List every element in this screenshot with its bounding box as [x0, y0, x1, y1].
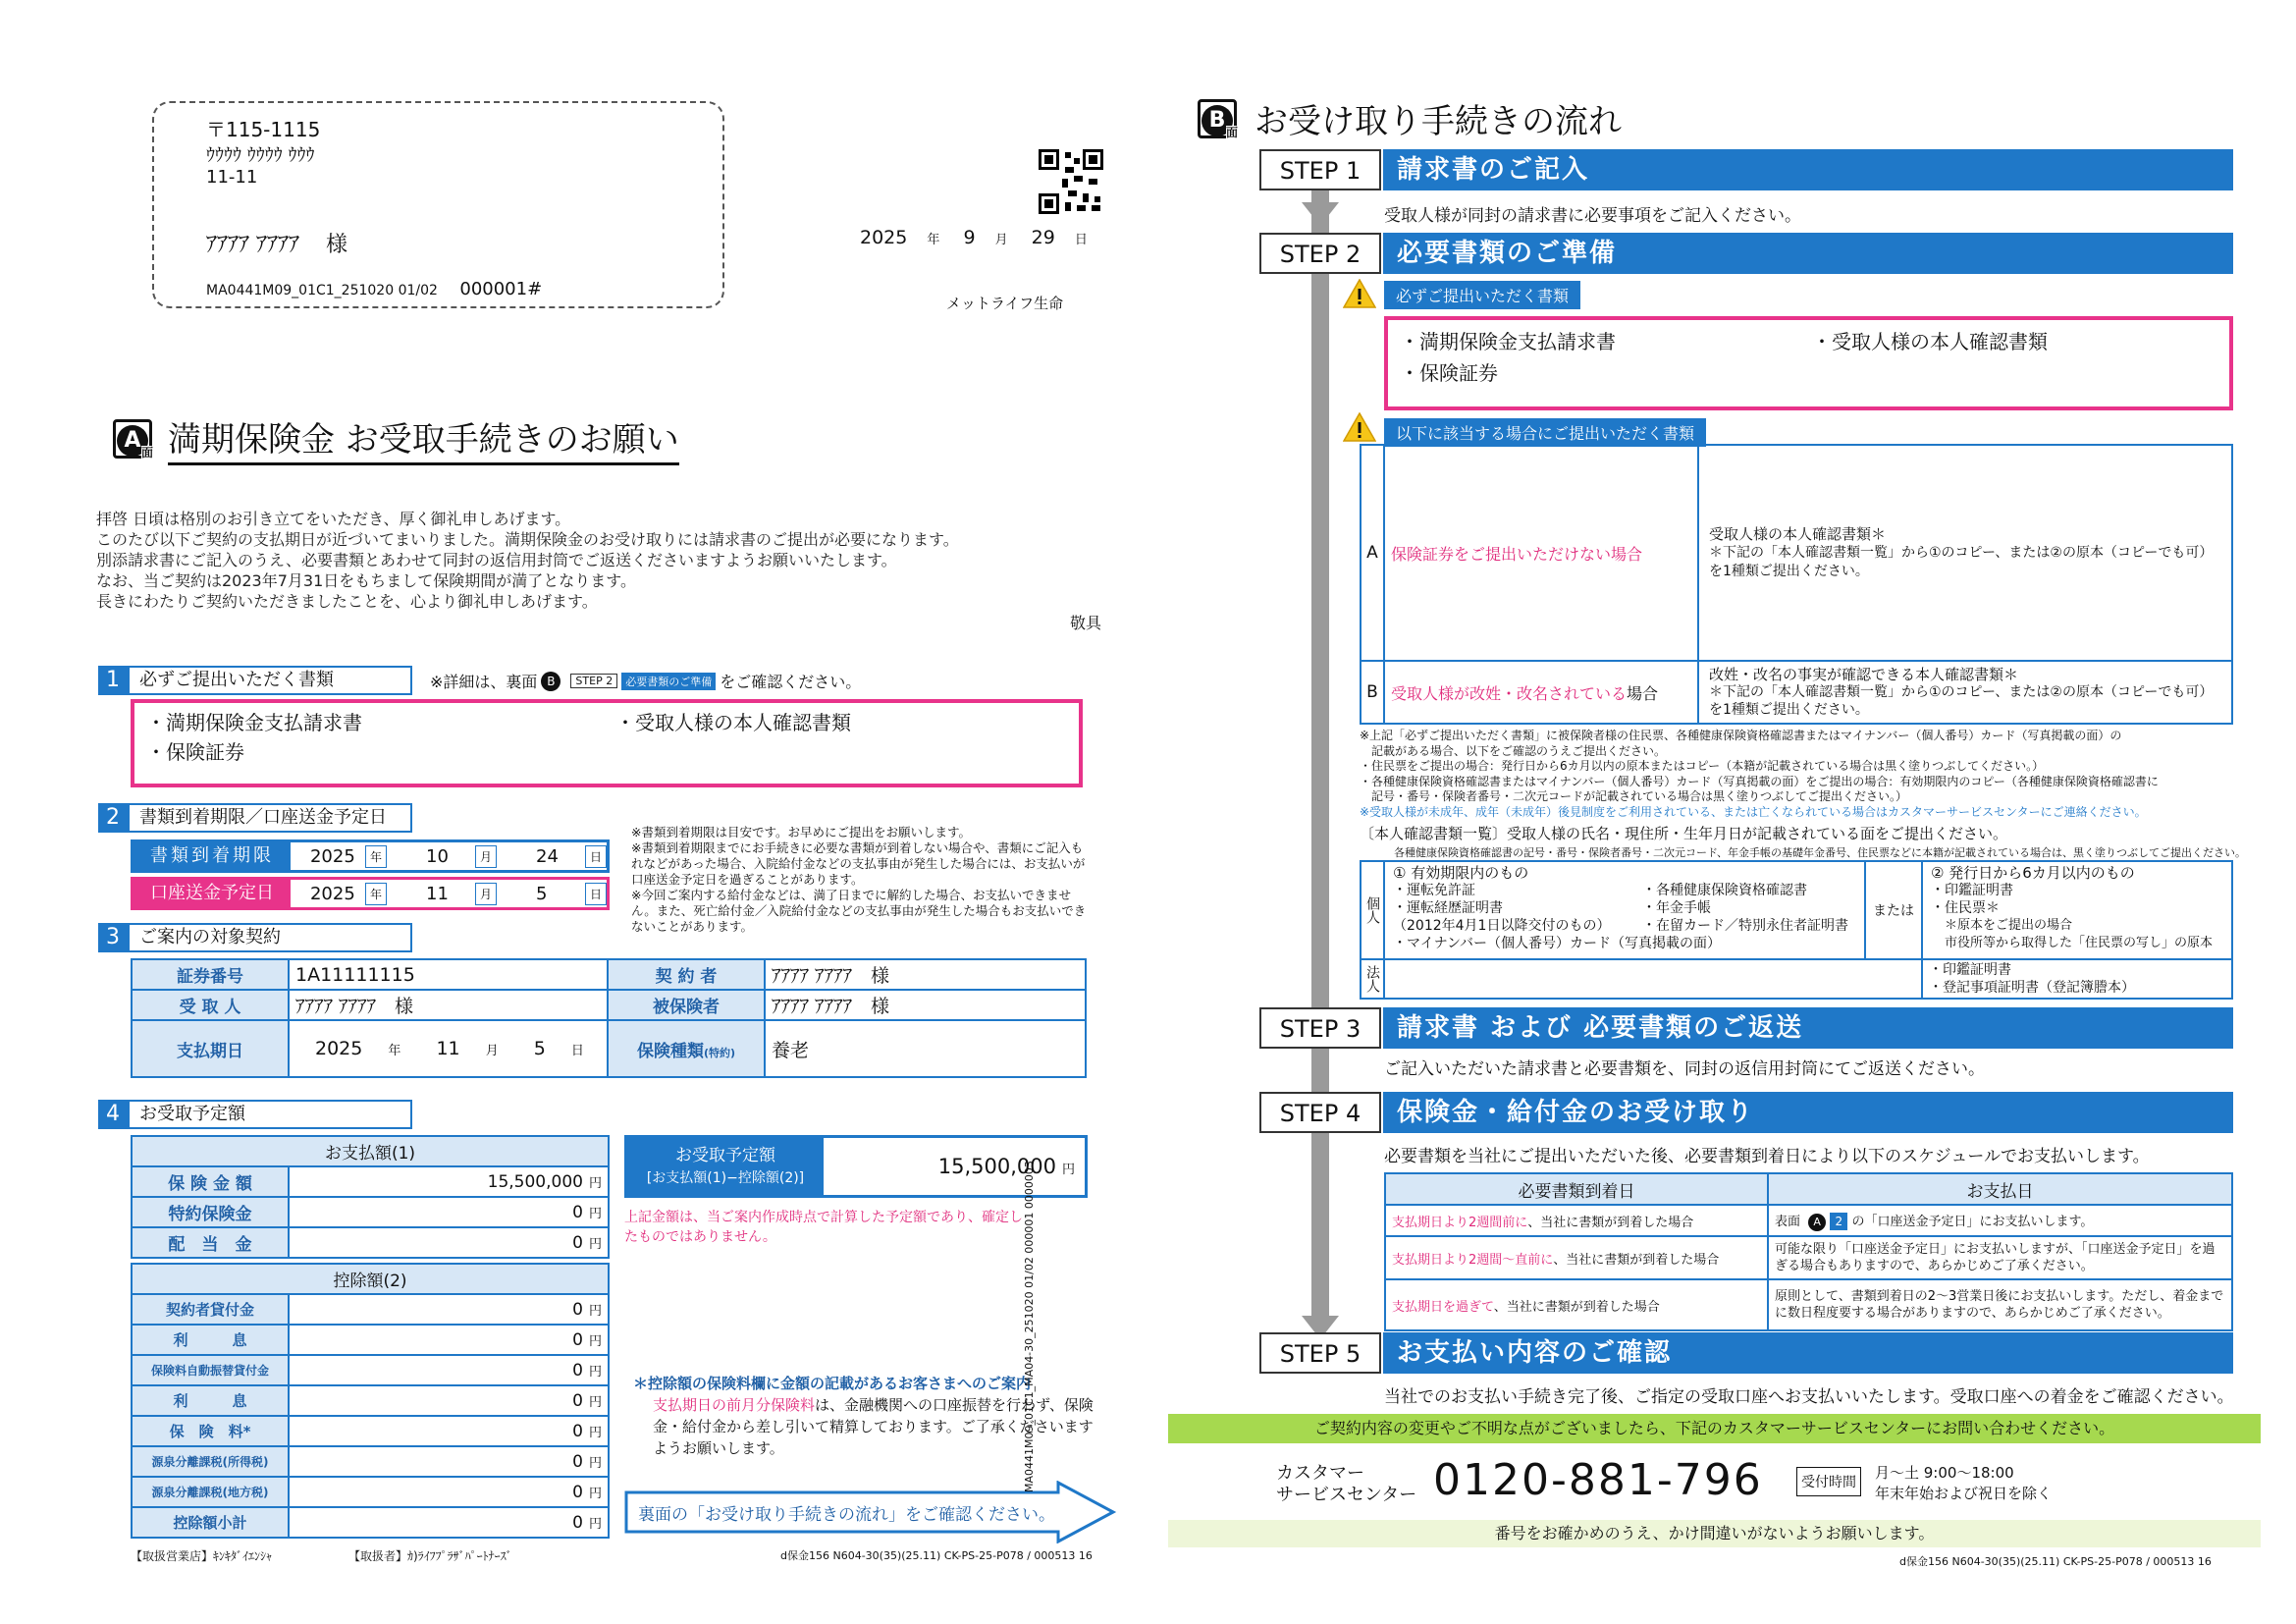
s4-pay-head: お支払額(1)	[132, 1136, 609, 1166]
yen-unit: 円	[588, 1175, 602, 1191]
a-title-row	[113, 412, 679, 465]
issue-date	[860, 227, 1088, 248]
s4-ded-k: 利 息	[132, 1385, 289, 1416]
s3-v2: ｱｱｱｱ ｱｱｱｱ 様	[765, 959, 1086, 990]
s4-total-label-2: [お支払額(1)−控除額(2)]	[646, 1170, 805, 1186]
s1-required-docs	[131, 699, 1083, 787]
s4-ded-v	[289, 1416, 609, 1446]
cs-hours-2: 年末年始および祝日を除く	[1875, 1485, 2053, 1502]
must-doc: ・満期保険金支払請求書	[1400, 330, 1616, 353]
s4-number: 4	[98, 1100, 128, 1129]
address-line2: 11-11	[206, 167, 258, 188]
s3-v5-d: 5	[533, 1038, 546, 1059]
s2-number: 2	[98, 803, 128, 833]
yen-unit: 円	[588, 1516, 602, 1532]
id-col2	[1922, 861, 2232, 959]
issue-date-month: 9	[963, 227, 976, 248]
s4-ded-k: 利 息	[132, 1325, 289, 1355]
s4-pay-k: 配 当 金	[132, 1227, 289, 1258]
letter-line: 長きにわたりご契約いただきましたことを、心より御礼申しあげます。	[96, 592, 598, 611]
s3-v5	[289, 1020, 608, 1077]
s4-ded-v	[289, 1294, 609, 1325]
yen-unit: 円	[588, 1333, 602, 1349]
sch-cond-pink: 支払期日より2週間〜直前に	[1392, 1252, 1554, 1268]
sch-cond	[1385, 1279, 1768, 1330]
s4-pay-value: 0	[572, 1232, 583, 1253]
id-hojin-docs	[1922, 959, 2232, 999]
s4-ded-v	[289, 1325, 609, 1355]
warning-icon	[1343, 279, 1376, 308]
cs-label-1: カスタマー	[1276, 1463, 1364, 1484]
b-side-mini-badge: B	[541, 672, 561, 691]
cond-a-detail	[1698, 445, 2232, 661]
s4-total-label	[627, 1138, 824, 1195]
s4-ded-value: 0	[572, 1512, 583, 1533]
s2-d1-ml: 月	[475, 845, 497, 868]
b-foot-code: d保金156 N604-30(35)(25.11) CK-PS-25-P078 / 000513 16	[1899, 1555, 2212, 1568]
s4-pay-value: 15,500,000	[487, 1171, 583, 1192]
id-list-sub: 各種健康保険資格確認書の記号・番号・保険者番号・二次元コード、年金手帳の基礎年金番号、住民票などに本籍が記載されている場合は、黒く塗りつぶしてご提出ください。	[1394, 846, 2247, 859]
step5-desc: 当社でのお支払い手続き完了後、ご指定の受取口座へお支払いいたします。受取口座への着金をご確認ください。	[1384, 1387, 2234, 1407]
sch-pay	[1768, 1205, 2232, 1236]
s3-k2: 契 約 者	[608, 959, 765, 990]
id-col2-item: ・印鑑証明書	[1931, 883, 2013, 898]
s1-note-post: をご確認ください。	[720, 673, 862, 691]
id-hojin-item: ・印鑑証明書	[1929, 962, 2011, 978]
step2-label: STEP 2	[1259, 233, 1381, 274]
s2-d2-m: 11	[426, 883, 449, 904]
s3-k6-text: 保険種類	[636, 1041, 704, 1061]
s3-v5-ml: 月	[485, 1044, 499, 1058]
b-note: ・住民票をご提出の場合：発行日から6カ月以内の原本またはコピー（本籍が記載されている場合は黒く塗りつぶしてください。）	[1360, 759, 2045, 773]
step1-label: STEP 1	[1259, 149, 1381, 190]
address-line1: ｳｳｳｳ ｳｳｳｳ ｳｳｳ	[206, 145, 315, 166]
b-note: ※上記「必ずご提出いただく書類」に被保険者様の住民票、各種健康保険資格確認書またはマイナンバー（個人番号）カード（写真掲載の面）の	[1360, 729, 2122, 742]
cond-a-detail-1: 受取人様の本人確認書類＊	[1709, 524, 1887, 543]
s4-ded-value: 0	[572, 1390, 583, 1411]
s4-total-value	[824, 1138, 1085, 1195]
s4-ded-k: 控除額小計	[132, 1507, 289, 1538]
s1-note-step2: 必要書類のご準備	[621, 673, 716, 690]
cs-hours-1: 月〜土 9:00〜18:00	[1875, 1464, 2014, 1482]
issue-date-year: 2025	[860, 227, 908, 248]
a-foot-agent: 【取扱者】ｶ)ﾗｲﾌﾌﾟﾗｻﾞﾊﾟｰﾄﾅｰｽﾞ	[348, 1549, 512, 1563]
s3-v5-m: 11	[436, 1038, 460, 1059]
s2-note: ※今回ご案内する給付金などは、満了日までに解約した場合、お支払いできません。また、死亡給付金／入院給付金などの支払事由が発生した場合もお支払いできないことがあります。	[631, 888, 1087, 934]
step3-label: STEP 3	[1259, 1007, 1381, 1049]
warning-icon	[1343, 412, 1376, 442]
arrow-callout-text: 裏面の「お受け取り手続きの流れ」をご確認ください。	[638, 1505, 1055, 1525]
s3-v5-y: 2025	[315, 1038, 363, 1059]
sec2-mini-badge: 2	[1830, 1213, 1847, 1230]
sch-pay-pre: 表面	[1775, 1214, 1801, 1229]
s4-ded-k: 契約者貸付金	[132, 1294, 289, 1325]
s4-star-title: ＊控除額の保険料欄に金額の記載があるお客さまへのご案内	[633, 1375, 1032, 1392]
s2-deadline-label: 書類到着期限	[133, 842, 291, 870]
s4-pay-k: 保 険 金 額	[132, 1166, 289, 1197]
step4-label: STEP 4	[1259, 1092, 1381, 1133]
cond-b-key: B	[1361, 661, 1384, 724]
yen-unit: 円	[1061, 1163, 1075, 1177]
cond-b-detail	[1698, 661, 2232, 724]
step5-label: STEP 5	[1259, 1332, 1381, 1374]
b-blue-note: ※受取人様が未成年、成年（未成年）後見制度をご利用されている、または亡くなられている場合はカスタマーサービスセンターにご連絡ください。	[1360, 804, 2147, 819]
yen-unit: 円	[588, 1236, 602, 1252]
letter-line: このたび以下ご契約の支払期日が近づいてまいりました。満期保険金のお受け取りには請求書のご提出が必要になります。	[96, 530, 959, 549]
s1-number: 1	[98, 666, 128, 695]
step1-title: 請求書のご記入	[1383, 149, 2233, 190]
sch-head-1: 必要書類到着日	[1385, 1173, 1768, 1205]
address-code	[206, 279, 542, 299]
id-hojin: 法人	[1361, 959, 1384, 999]
sch-cond-text: 、当社に書類が到着した場合	[1493, 1299, 1660, 1315]
s2-note: ※書類到着期限までにお手続きに必要な書類が到着しない場合や、書類にご記入もれなどがあった場合、入院給付金などの支払事由が発生した場合には、お支払いが口座送金予定日を過ぎることがあります。	[631, 840, 1086, 887]
step2-title: 必要書類のご準備	[1383, 233, 2233, 274]
s4-total-box	[624, 1135, 1088, 1198]
a-side-code: MA0441M09_01C1_MA04-30_251020 01/02 000001 0000003	[1023, 1161, 1036, 1492]
id-list-head: 〔本人確認書類一覧〕受取人様の氏名・現住所・生年月日が記載されている面をご提出ください。	[1360, 825, 2008, 842]
sch-cond-pink: 支払期日より2週間前に	[1392, 1215, 1528, 1230]
s2-d2-yl: 年	[365, 883, 387, 905]
cs-label-2: サービスセンター	[1276, 1485, 1417, 1505]
yen-unit: 円	[588, 1303, 602, 1319]
step4-title: 保険金・給付金のお受け取り	[1383, 1092, 2233, 1133]
id-col2-head: ② 発行日から6カ月以内のもの	[1931, 864, 2135, 882]
s3-v3: ｱｱｱｱ ｱｱｱｱ 様	[289, 990, 608, 1020]
yen-unit: 円	[588, 1486, 602, 1501]
s3-v5-yl: 年	[388, 1044, 401, 1058]
sch-pay-post: の「口座送金予定日」にお支払いします。	[1851, 1214, 2094, 1229]
b-note: ・各種健康保険資格確認書またはマイナンバー（個人番号）カード（写真掲載の面）をご提出の場合：有効期限内のコピー（各種健康保険資格確認書に	[1360, 774, 2159, 788]
s2-d1-d: 24	[536, 845, 559, 867]
yen-unit: 円	[588, 1206, 602, 1221]
a-side-badge: A 面	[113, 419, 152, 459]
b-note: 記載がある場合、以下をご確認のうえご提出ください。	[1360, 743, 1667, 758]
s2-d2-ml: 月	[475, 883, 497, 905]
id-hojin-item: ・登記事項証明書（登記簿謄本）	[1929, 980, 2135, 996]
s2-d2-d: 5	[536, 883, 548, 904]
s3-k6	[608, 1020, 765, 1077]
a-title: 満期保険金 お受取手続きのお願い	[168, 412, 679, 465]
s4-pay-v	[289, 1227, 609, 1258]
cond-b-detail-2: ＊下記の「本人確認書類一覧」から①のコピー、または②の原本（コピーでも可）を1種類ご提出ください。	[1709, 684, 2214, 718]
s4-ded-value: 0	[572, 1299, 583, 1320]
sch-head-2: お支払日	[1768, 1173, 2232, 1205]
id-col1-item: ・マイナンバー（個人番号）カード（写真掲載の面）	[1393, 936, 1722, 951]
s4-ded-v	[289, 1507, 609, 1538]
sch-cond-text: 、当社に書類が到着した場合	[1527, 1215, 1694, 1230]
id-col1b-item: ・在留カード／特別永住者証明書	[1642, 918, 1848, 934]
s2-notes	[631, 825, 1093, 935]
s4-label: お受取予定額	[128, 1100, 412, 1129]
step3-title: 請求書 および 必要書類のご返送	[1383, 1007, 2233, 1049]
s4-ded-k: 源泉分離課税(地方税)	[132, 1477, 289, 1507]
id-col2-item: ・住民票＊	[1931, 900, 2000, 916]
s3-v5-dl: 日	[570, 1044, 584, 1058]
must-docs-label: 必ずご提出いただく書類	[1384, 281, 1580, 309]
yen-unit: 円	[588, 1425, 602, 1440]
id-list-table	[1360, 860, 2233, 1000]
flow-arrow-icon	[1302, 202, 1339, 226]
step3-desc: ご記入いただいた請求書と必要書類を、同封の返信用封筒にてご返送ください。	[1384, 1059, 1985, 1079]
b-side-badge: B 面	[1198, 99, 1237, 138]
s2-deadline-row	[131, 839, 610, 873]
s4-ded-value: 0	[572, 1451, 583, 1472]
schedule-table	[1384, 1172, 2233, 1331]
b-title-row	[1198, 94, 1622, 142]
a-side-mini-badge: A	[1808, 1214, 1826, 1231]
id-col2-item: 市役所等から取得した「住民票の写し」の原本	[1945, 936, 2214, 950]
s1-doc: ・満期保険金支払請求書	[146, 711, 362, 734]
id-kojin: 個人	[1361, 861, 1384, 959]
s3-number: 3	[98, 923, 128, 952]
issue-date-year-label: 年	[927, 233, 940, 247]
step1-desc: 受取人様が同封の請求書に必要事項をご記入ください。	[1384, 206, 1801, 226]
address-serial: 000001#	[459, 279, 543, 299]
s4-ded-value: 0	[572, 1482, 583, 1502]
b-note: 記号・番号・保険者番号・二次元コードが記載されている場合は黒く塗りつぶしてご提出ください。）	[1360, 789, 1908, 803]
id-matawa: または	[1865, 861, 1922, 959]
s1-note	[430, 670, 861, 692]
b-title: お受け取り手続きの流れ	[1255, 102, 1622, 141]
id-col2-item: ＊原本をご提出の場合	[1945, 918, 2073, 933]
s4-star-body-pink: 支払期日の前月分保険料	[653, 1396, 816, 1414]
flow-line	[1311, 190, 1329, 1320]
company-name: メットライフ生命	[946, 295, 1064, 312]
cond-b-case	[1384, 661, 1698, 724]
s3-k5: 支払期日	[132, 1020, 289, 1077]
sch-pay: 可能な限り「口座送金予定日」にお支払いしますが、「口座送金予定日」を過ぎる場合もありますので、あらかじめご了承ください。	[1768, 1236, 2232, 1279]
s3-v4: ｱｱｱｱ ｱｱｱｱ 様	[765, 990, 1086, 1020]
s2-d1-yl: 年	[365, 845, 387, 868]
cs-label	[1276, 1463, 1416, 1506]
s2-transfer-label: 口座送金予定日	[133, 880, 291, 907]
s4-ded-head: 控除額(2)	[132, 1264, 609, 1294]
address-code-text: MA0441M09_01C1_251020 01/02	[206, 283, 438, 298]
cond-a-key: A	[1361, 445, 1384, 661]
s4-ded-k: 源泉分離課税(所得税)	[132, 1446, 289, 1477]
s2-d1-m: 10	[426, 845, 449, 867]
address-name-text: ｱｱｱｱ ｱｱｱｱ	[206, 233, 299, 257]
sch-cond	[1385, 1236, 1768, 1279]
s4-ded-value: 0	[572, 1360, 583, 1380]
cs-phone-number[interactable]: 0120-881-796	[1433, 1455, 1763, 1505]
s3-k1: 証券番号	[132, 959, 289, 990]
s4-star-body-text: は、金融機関への口座振替を行わず、保険金・給付金から差し引いて精算しております。ご了承くださいますようお願いします。	[653, 1396, 1094, 1457]
s2-note: ※書類到着期限は目安です。お早めにご提出をお願いします。	[631, 825, 971, 839]
s2-d1-y: 2025	[309, 845, 355, 867]
s4-pay-table	[131, 1135, 610, 1259]
s1-note-pre: ※詳細は、裏面	[430, 673, 538, 691]
sch-cond-text: 、当社に書類が到着した場合	[1553, 1252, 1720, 1268]
cs-hours-label: 受付時間	[1796, 1467, 1861, 1496]
s4-pink-note: 上記金額は、当ご案内作成時点で計算した予定額であり、確定したものではありません。	[624, 1210, 1023, 1245]
cond-a-detail-2: ＊下記の「本人確認書類一覧」から①のコピー、または②の原本（コピーでも可）を1種類ご提出ください。	[1709, 544, 2214, 579]
id-col1b	[1642, 882, 1848, 935]
s1-doc: ・受取人様の本人確認書類	[615, 711, 851, 734]
address-zip: 〒115-1115	[206, 118, 321, 141]
s2-d2-dl: 日	[585, 883, 607, 905]
address-name	[206, 228, 347, 258]
letter-line: 別添請求書にご記入のうえ、必要書類とあわせて同封の返信用封筒でご返送くださいますようお願いいたします。	[96, 551, 897, 569]
s4-ded-value: 0	[572, 1421, 583, 1441]
address-sama: 様	[326, 233, 348, 257]
s4-ded-v	[289, 1355, 609, 1385]
s1-note-step: STEP 2	[570, 674, 617, 688]
s4-pay-value: 0	[572, 1202, 583, 1222]
id-col1-item: ・運転免許証	[1393, 883, 1475, 898]
must-docs-box	[1384, 316, 2233, 410]
s4-ded-v	[289, 1477, 609, 1507]
id-col1	[1384, 861, 1865, 959]
cond-b-case-suffix: 場合	[1627, 683, 1659, 703]
letter-line: なお、当ご契約は2023年7月31日をもちまして保険期間が満了となります。	[96, 571, 636, 590]
s4-total-label-1: お受取予定額	[675, 1146, 775, 1165]
contact-banner: ご契約内容の変更やご不明な点がございましたら、下記のカスタマーサービスセンターにお問い合わせください。	[1168, 1414, 2261, 1443]
id-hojin-empty	[1384, 959, 1922, 999]
keigu: 敬具	[1070, 614, 1102, 632]
id-col1b-item: ・各種健康保険資格確認書	[1642, 883, 1807, 898]
a-foot-code: d保金156 N604-30(35)(25.11) CK-PS-25-P078 / 000513 16	[780, 1549, 1093, 1562]
s3-k6-sub: (特約)	[703, 1046, 736, 1059]
cond-docs-label: 以下に該当する場合にご提出いただく書類	[1384, 418, 1706, 447]
step4-desc: 必要書類を当社にご提出いただいた後、必要書類到着日により以下のスケジュールでお支払いします。	[1384, 1147, 2150, 1166]
s4-ded-v	[289, 1446, 609, 1477]
b-notes	[1360, 729, 2233, 820]
sch-cond	[1385, 1205, 1768, 1236]
s4-pay-v	[289, 1166, 609, 1197]
id-col1-item: （2012年4月1日以降交付のもの）	[1393, 918, 1611, 934]
s4-ded-table	[131, 1263, 610, 1539]
sch-pay: 原則として、書類到着日の2〜3営業日後にお支払いします。ただし、着金までに数日程度要する場合がありますので、あらかじめご了承ください。	[1768, 1279, 2232, 1330]
letter-body	[96, 509, 959, 612]
cond-b-case-pink: 受取人様が改姓・改名されている	[1391, 683, 1628, 703]
s3-v6: 養老	[765, 1020, 1086, 1077]
issue-date-month-label: 月	[994, 233, 1008, 247]
s3-label: ご案内の対象契約	[128, 923, 412, 952]
step5-title: お支払い内容のご確認	[1383, 1332, 2233, 1374]
cond-b-detail-1: 改姓・改名の事実が確認できる本人確認書類＊	[1709, 666, 2019, 683]
s4-pay-v	[289, 1197, 609, 1227]
s2-d2-y: 2025	[309, 883, 355, 904]
s4-ded-k: 保険料自動振替貸付金	[132, 1355, 289, 1385]
id-col1-item: ・運転経歴証明書	[1393, 900, 1503, 916]
issue-date-day: 29	[1031, 227, 1055, 248]
yen-unit: 円	[588, 1364, 602, 1380]
s1-doc: ・保険証券	[146, 740, 244, 764]
s4-ded-k: 保 険 料*	[132, 1416, 289, 1446]
yen-unit: 円	[588, 1394, 602, 1410]
cs-hours	[1875, 1463, 2052, 1504]
s3-contract-table	[131, 958, 1087, 1078]
must-doc: ・受取人様の本人確認書類	[1812, 330, 2048, 353]
s3-k3: 受 取 人	[132, 990, 289, 1020]
sch-cond-pink: 支払期日を過ぎて	[1392, 1299, 1494, 1315]
s4-ded-value: 0	[572, 1329, 583, 1350]
s4-ded-v	[289, 1385, 609, 1416]
s1-label: 必ずご提出いただく書類	[128, 666, 412, 695]
id-col1-head: ① 有効期限内のもの	[1393, 864, 1529, 882]
s3-k4: 被保険者	[608, 990, 765, 1020]
s2-d1-dl: 日	[585, 845, 607, 868]
a-foot-branch: 【取扱営業店】ｷﾝｷﾀﾞｲｴﾝｼｬ	[131, 1549, 273, 1563]
yen-unit: 円	[588, 1455, 602, 1471]
id-col1b-item: ・年金手帳	[1642, 900, 1711, 916]
cs-confirm: 番号をお確かめのうえ、かけ間違いがないようお願いします。	[1168, 1520, 2261, 1547]
s2-transfer-row	[131, 877, 610, 910]
s4-pay-k: 特約保険金	[132, 1197, 289, 1227]
must-doc: ・保険証券	[1400, 361, 1498, 385]
s2-label: 書類到着期限／口座送金予定日	[128, 803, 412, 833]
s4-total-amount: 15,500,000	[937, 1155, 1056, 1178]
cond-a-case: 保険証券をご提出いただけない場合	[1384, 445, 1698, 661]
qr-code-icon	[1039, 149, 1103, 214]
s3-v1: 1A11111115	[289, 959, 608, 990]
issue-date-day-label: 日	[1074, 233, 1088, 247]
cond-table	[1360, 444, 2233, 725]
letter-line: 拝啓 日頃は格別のお引き立てをいただき、厚く御礼申しあげます。	[96, 510, 571, 528]
